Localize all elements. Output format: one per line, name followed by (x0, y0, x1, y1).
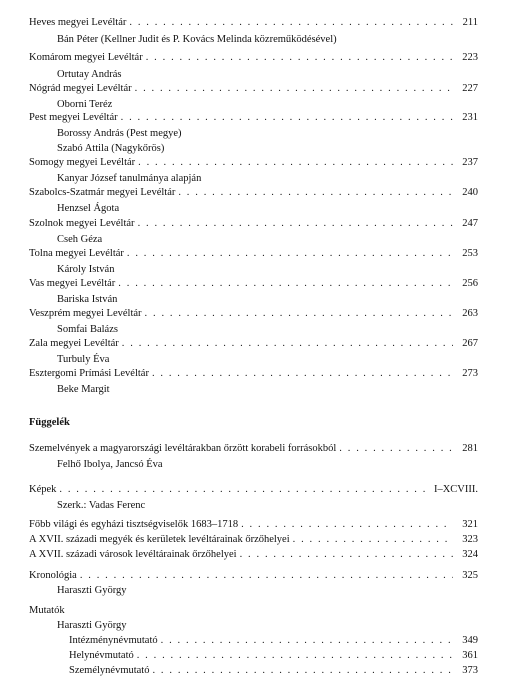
toc-entry (29, 569, 478, 583)
entry-title: Kronológia (29, 570, 77, 581)
entry-author: Szerk.: Vadas Ferenc (57, 500, 146, 511)
entry-page: 240 (462, 187, 478, 198)
toc-entry (29, 533, 478, 547)
toc-entry (29, 442, 478, 456)
entry-title: Nógrád megyei Levéltár (29, 83, 132, 94)
entry-page: 361 (462, 650, 478, 661)
entry-page: 267 (462, 338, 478, 349)
entry-title: Zala megyei Levéltár (29, 338, 119, 349)
toc-entry (29, 51, 478, 65)
entry-page: 323 (462, 534, 478, 545)
entry-title: Pest megyei Levéltár (29, 112, 118, 123)
appendix-heading: Függelék (29, 417, 70, 428)
entry-title: Vas megyei Levéltár (29, 278, 116, 289)
entry-page: 247 (462, 218, 478, 229)
entry-title: Szabolcs-Szatmár megyei Levéltár (29, 187, 176, 198)
entry-author: Turbuly Éva (57, 354, 110, 365)
entry-author: Somfai Balázs (57, 324, 118, 335)
toc-entry (29, 156, 478, 170)
toc-entry-title: Mutatók (29, 605, 65, 616)
entry-title: Esztergomi Prímási Levéltár (29, 368, 149, 379)
toc-entry (29, 277, 478, 291)
leader-dots (59, 483, 431, 497)
leader-dots (122, 337, 453, 351)
entry-author: Kanyar József tanulmánya alapján (57, 173, 202, 184)
toc-entry (29, 186, 478, 200)
leader-dots (138, 156, 453, 170)
entry-author: Haraszti György (57, 585, 127, 596)
entry-page: 281 (462, 443, 478, 454)
leader-dots (118, 277, 453, 291)
entry-page: 231 (462, 112, 478, 123)
leader-dots (129, 16, 453, 30)
entry-author: Beke Margit (57, 384, 110, 395)
entry-title: Intézménynévmutató (69, 635, 158, 646)
toc-entry (29, 217, 478, 231)
toc-entry (29, 307, 478, 321)
leader-dots (80, 569, 453, 583)
toc-entry (29, 247, 478, 261)
entry-page: 223 (462, 52, 478, 63)
entry-title: Heves megyei Levéltár (29, 17, 127, 28)
leader-dots (293, 533, 453, 547)
toc-entry (29, 548, 478, 562)
entry-title: Komárom megyei Levéltár (29, 52, 143, 63)
entry-page: 325 (462, 570, 478, 581)
leader-dots (138, 217, 453, 231)
entry-author: Felhő Ibolya, Jancsó Éva (57, 459, 163, 470)
entry-page: I–XCVIII. (433, 484, 478, 495)
leader-dots (240, 548, 453, 562)
entry-title: A XVII. századi megyék és kerületek levéltárainak őrzőhelyei (29, 534, 290, 545)
entry-page: 211 (462, 17, 478, 28)
toc-entry (29, 16, 478, 30)
toc-entry (29, 337, 478, 351)
entry-page: 349 (462, 635, 478, 646)
entry-author: Oborni Teréz (57, 99, 113, 110)
toc-entry (69, 634, 478, 648)
entry-title: Főbb világi és egyházi tisztségviselők 1683–1718 (29, 519, 239, 530)
toc-entry (29, 518, 478, 532)
leader-dots (121, 111, 453, 125)
entry-title: Helynévmutató (69, 650, 134, 661)
toc-entry (69, 649, 478, 663)
entry-page: 253 (462, 248, 478, 259)
entry-page: 324 (462, 549, 478, 560)
entry-author: Haraszti György (57, 620, 127, 631)
entry-author: Ortutay András (57, 69, 122, 80)
entry-title: Személynévmutató (69, 665, 150, 676)
entry-title: Szolnok megyei Levéltár (29, 218, 135, 229)
entry-page: 263 (462, 308, 478, 319)
entry-title: A XVII. századi városok levéltárainak őrzőhelyei (29, 549, 237, 560)
entry-author: Bán Péter (Kellner Judit és P. Kovács Melinda közreműködésével) (57, 34, 337, 45)
entry-author: Bariska István (57, 294, 118, 305)
leader-dots (135, 82, 453, 96)
toc-entry (69, 664, 478, 678)
toc-entry (29, 82, 478, 96)
entry-author: Borossy András (Pest megye) (57, 128, 182, 139)
entry-page: 321 (462, 519, 478, 530)
leader-dots (339, 442, 453, 456)
entry-page: 273 (462, 368, 478, 379)
entry-page: 237 (462, 157, 478, 168)
leader-dots (152, 367, 453, 381)
leader-dots (241, 518, 453, 532)
leader-dots (146, 51, 453, 65)
entry-title: Veszprém megyei Levéltár (29, 308, 142, 319)
leader-dots (145, 307, 453, 321)
toc-entry (29, 483, 478, 497)
entry-title: Somogy megyei Levéltár (29, 157, 136, 168)
entry-page: 256 (462, 278, 478, 289)
leader-dots (161, 634, 453, 648)
entry-title: Képek (29, 484, 57, 495)
leader-dots (178, 186, 453, 200)
entry-title: Szemelvények a magyarországi levéltárakban őrzött korabeli forrásokból (29, 443, 337, 454)
entry-title: Tolna megyei Levéltár (29, 248, 124, 259)
leader-dots (137, 649, 453, 663)
entry-page: 373 (462, 665, 478, 676)
entry-author: Szabó Attila (Nagykőrös) (57, 143, 165, 154)
leader-dots (127, 247, 453, 261)
toc-entry (29, 367, 478, 381)
entry-page: 227 (462, 83, 478, 94)
entry-author: Cseh Géza (57, 234, 103, 245)
entry-author: Károly István (57, 264, 115, 275)
leader-dots (152, 664, 453, 678)
toc-entry (29, 111, 478, 125)
entry-author: Henzsel Ágota (57, 203, 120, 214)
